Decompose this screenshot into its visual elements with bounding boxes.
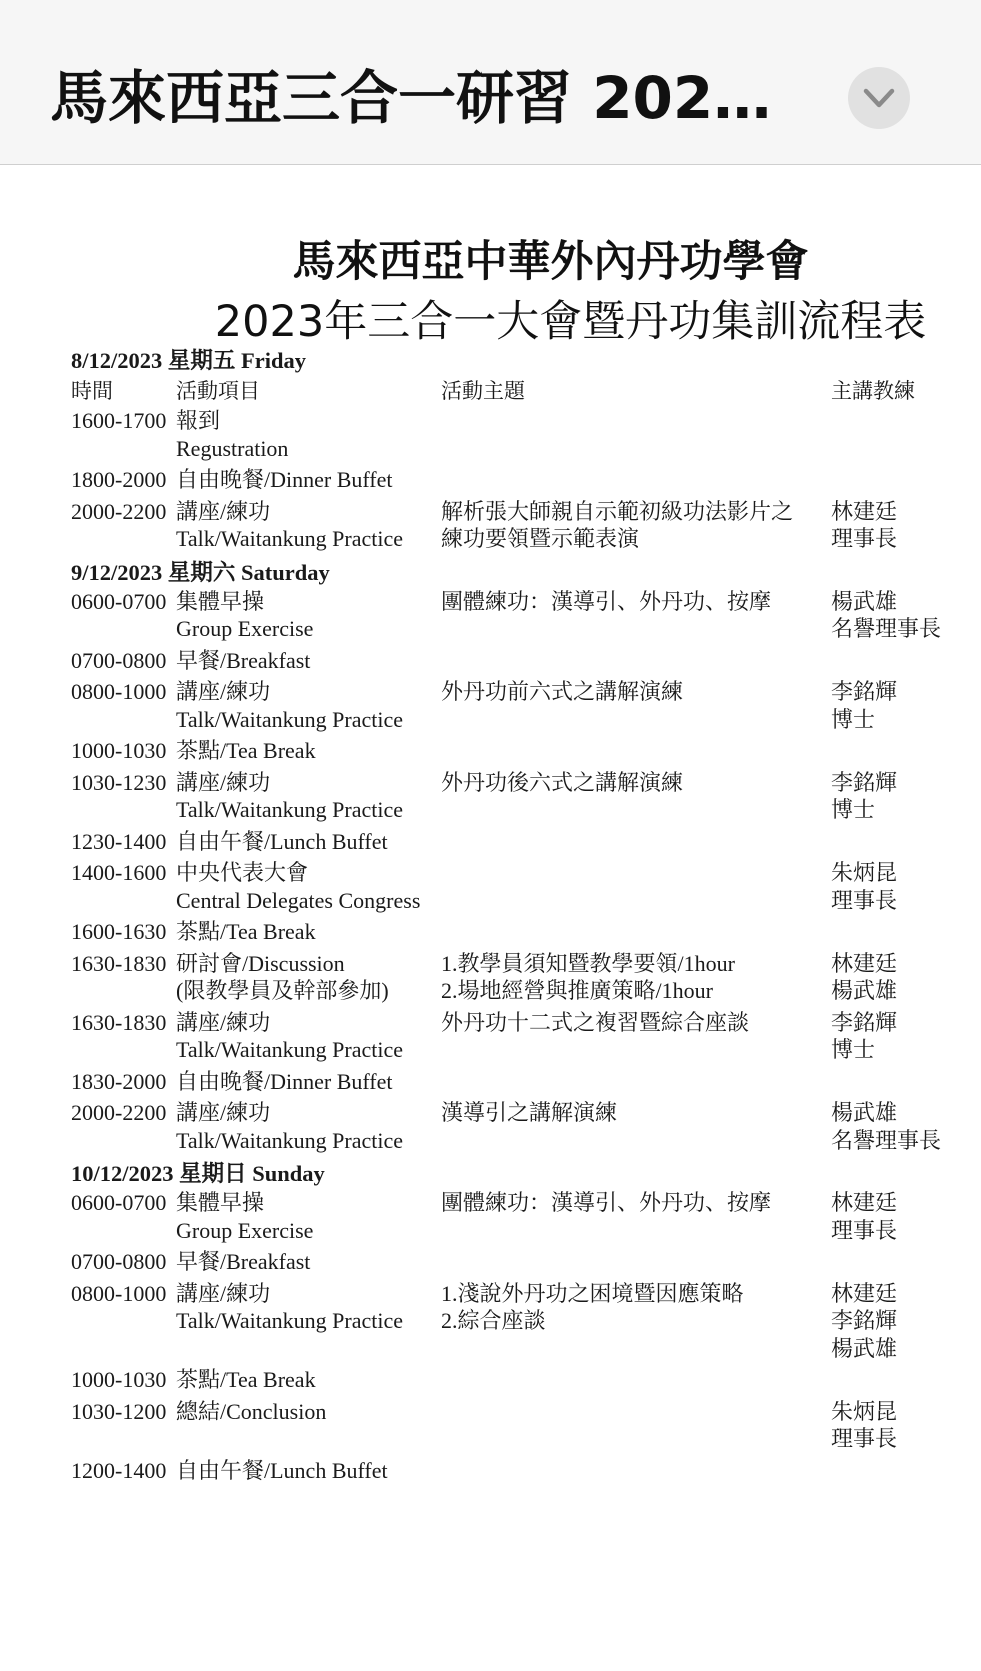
row-coach-line: 李銘輝 xyxy=(831,1009,898,1035)
row-activity-line: 報到 xyxy=(176,408,221,433)
row-activity-line: 講座/練功 xyxy=(176,769,271,795)
row-coach-line: 李銘輝 xyxy=(831,1308,898,1333)
row-coach-line: 博士 xyxy=(831,706,876,732)
row-topic xyxy=(441,1099,617,1127)
row-activity-line: Talk/Waitankung Practice xyxy=(176,706,403,732)
row-topic-line: 1.教學員須知暨教學要領/1hour xyxy=(441,950,735,976)
schedule-row xyxy=(71,1457,961,1485)
row-time: 0700-0800 xyxy=(71,647,167,673)
row-coach xyxy=(831,678,897,733)
row-activity xyxy=(176,588,313,643)
row-activity xyxy=(176,466,393,494)
row-topic-line: 漢導引之講解演練 xyxy=(441,1100,618,1125)
row-topic-line: 2.場地經營與推廣策略/1hour xyxy=(441,978,713,1003)
schedule-row xyxy=(71,466,961,494)
row-activity xyxy=(176,828,388,856)
row-coach-line: 理事長 xyxy=(831,887,898,913)
row-topic-line: 解析張大師親自示範初級功法影片之 xyxy=(441,498,794,524)
row-coach-line: 林建廷 xyxy=(831,950,898,976)
row-coach-line: 理事長 xyxy=(831,1426,898,1451)
row-activity-line: Talk/Waitankung Practice xyxy=(176,1308,403,1333)
schedule-table xyxy=(71,345,961,1488)
row-activity xyxy=(176,407,288,462)
row-coach-line: 林建廷 xyxy=(831,498,898,524)
row-topic xyxy=(441,498,793,553)
row-coach-line: 博士 xyxy=(831,797,876,822)
top-bar xyxy=(0,0,981,165)
row-activity xyxy=(176,918,316,946)
row-activity xyxy=(176,737,316,765)
row-time: 1230-1400 xyxy=(71,828,167,854)
row-time: 1630-1830 xyxy=(71,950,167,976)
row-time: 0800-1000 xyxy=(71,1280,167,1306)
row-activity-line: 自由晚餐/Dinner Buffet xyxy=(176,1068,393,1094)
row-topic-line: 團體練功：漢導引、外丹功、按摩 xyxy=(441,1190,772,1215)
row-time: 1030-1200 xyxy=(71,1398,167,1424)
column-header-activity: 活動項目 xyxy=(176,379,260,403)
row-topic xyxy=(441,588,771,616)
column-header-coach: 主講教練 xyxy=(831,379,915,403)
schedule-row xyxy=(71,1009,961,1064)
column-header-time: 時間 xyxy=(71,379,113,403)
row-coach-line: 朱炳昆 xyxy=(831,1398,898,1424)
organization-title: 馬來西亞中華外內丹功學會 xyxy=(292,237,809,287)
row-time: 0600-0700 xyxy=(71,588,167,614)
row-activity xyxy=(176,647,310,675)
row-time: 0600-0700 xyxy=(71,1190,167,1215)
row-activity xyxy=(176,1009,403,1064)
row-activity xyxy=(176,1457,388,1485)
row-topic-line: 外丹功前六式之講解演練 xyxy=(441,679,684,704)
row-topic-line: 外丹功十二式之複習暨綜合座談 xyxy=(441,1009,750,1035)
row-activity-line: 早餐/Breakfast xyxy=(176,647,311,673)
row-time: 1800-2000 xyxy=(71,467,167,492)
schedule-row xyxy=(71,498,961,553)
schedule-row xyxy=(71,1366,961,1394)
day-heading: 9/12/2023 星期六 Saturday xyxy=(71,559,330,585)
row-coach-line: 朱炳昆 xyxy=(831,860,898,885)
row-coach-line: 林建廷 xyxy=(831,1280,898,1306)
row-activity xyxy=(176,1398,326,1426)
row-activity-line: Talk/Waitankung Practice xyxy=(176,1127,403,1153)
schedule-row xyxy=(71,950,961,1005)
row-activity xyxy=(176,769,403,824)
row-coach xyxy=(831,950,897,1005)
row-topic xyxy=(441,1189,771,1217)
row-time: 1630-1830 xyxy=(71,1009,167,1035)
schedule-row xyxy=(71,918,961,946)
collapse-button[interactable] xyxy=(848,67,910,129)
row-time: 0800-1000 xyxy=(71,679,167,704)
row-activity-line: 講座/練功 xyxy=(176,1100,271,1125)
row-coach-line: 理事長 xyxy=(831,1217,898,1243)
day-heading: 10/12/2023 星期日 Sunday xyxy=(71,1161,325,1186)
schedule-subtitle: 2023年三合一大會暨丹功集訓流程表 xyxy=(214,297,927,347)
row-topic xyxy=(441,769,683,797)
schedule-row xyxy=(71,1099,961,1154)
chevron-down-icon xyxy=(863,86,895,110)
row-coach-line: 林建廷 xyxy=(831,1190,898,1215)
row-activity-line: 茶點/Tea Break xyxy=(176,738,316,763)
row-activity-line: Talk/Waitankung Practice xyxy=(176,526,403,551)
column-header-topic: 活動主題 xyxy=(441,379,525,403)
schedule-row xyxy=(71,1398,961,1453)
row-activity-line: 講座/練功 xyxy=(176,1280,271,1306)
row-coach-line: 楊武雄 xyxy=(831,1100,898,1125)
row-coach xyxy=(831,1099,941,1154)
row-coach xyxy=(831,1009,897,1064)
schedule-row xyxy=(71,407,961,462)
row-activity xyxy=(176,1280,403,1335)
row-time: 1030-1230 xyxy=(71,769,167,795)
row-activity xyxy=(176,498,403,553)
schedule-row xyxy=(71,1280,961,1363)
row-topic-line: 1.淺說外丹功之困境暨因應策略 xyxy=(441,1280,744,1306)
row-activity-line: Group Exercise xyxy=(176,1217,314,1243)
row-coach-line: 理事長 xyxy=(831,526,898,551)
row-topic xyxy=(441,1009,749,1037)
row-activity xyxy=(176,1189,313,1244)
row-coach-line: 楊武雄 xyxy=(831,1335,898,1361)
row-coach xyxy=(831,1398,897,1453)
schedule-row xyxy=(71,859,961,914)
row-activity-line: 集體早操 xyxy=(176,1190,265,1215)
row-activity-line: 講座/練功 xyxy=(176,679,271,704)
row-topic-line: 練功要領暨示範表演 xyxy=(441,526,640,551)
row-activity-line: Talk/Waitankung Practice xyxy=(176,1037,403,1062)
row-topic-line: 團體練功：漢導引、外丹功、按摩 xyxy=(441,588,772,614)
row-time: 1830-2000 xyxy=(71,1068,167,1094)
row-activity xyxy=(176,859,420,914)
schedule-row xyxy=(71,769,961,824)
row-activity-line: Central Delegates Congress xyxy=(176,887,421,913)
row-coach xyxy=(831,769,897,824)
row-time: 1000-1030 xyxy=(71,738,167,763)
row-coach-line: 李銘輝 xyxy=(831,679,898,704)
row-coach-line: 李銘輝 xyxy=(831,769,898,795)
schedule-row xyxy=(71,1068,961,1096)
row-time: 1000-1030 xyxy=(71,1367,167,1392)
row-coach-line: 名譽理事長 xyxy=(831,616,942,641)
row-topic-line: 2.綜合座談 xyxy=(441,1308,546,1333)
row-activity xyxy=(176,1366,316,1394)
row-activity-line: 自由午餐/Lunch Buffet xyxy=(176,828,388,854)
row-activity-line: 茶點/Tea Break xyxy=(176,1367,316,1392)
row-topic xyxy=(441,678,683,706)
row-time: 1600-1630 xyxy=(71,919,167,944)
row-activity-line: 自由午餐/Lunch Buffet xyxy=(176,1457,388,1483)
row-coach-line: 楊武雄 xyxy=(831,588,898,614)
row-activity-line: 茶點/Tea Break xyxy=(176,919,316,944)
schedule-row xyxy=(71,1248,961,1276)
row-activity xyxy=(176,950,389,1005)
row-time: 2000-2200 xyxy=(71,1100,167,1125)
row-activity-line: 講座/練功 xyxy=(176,498,271,524)
schedule-row xyxy=(71,678,961,733)
row-activity-line: 總結/Conclusion xyxy=(176,1398,327,1424)
row-activity-line: 講座/練功 xyxy=(176,1009,271,1035)
row-activity xyxy=(176,1248,310,1276)
row-time: 2000-2200 xyxy=(71,498,167,524)
document-title: 馬來西亞三合一研習 202… xyxy=(50,64,772,132)
row-coach xyxy=(831,1189,897,1244)
row-activity-line: (限教學員及幹部參加) xyxy=(176,978,389,1003)
row-time: 1200-1400 xyxy=(71,1457,167,1483)
row-time: 1600-1700 xyxy=(71,408,167,433)
row-activity-line: 早餐/Breakfast xyxy=(176,1249,311,1274)
row-coach xyxy=(831,498,897,553)
row-spacer xyxy=(71,1484,961,1488)
row-activity xyxy=(176,1068,393,1096)
row-activity-line: 自由晚餐/Dinner Buffet xyxy=(176,467,393,492)
row-coach-line: 名譽理事長 xyxy=(831,1127,942,1153)
row-activity-line: Talk/Waitankung Practice xyxy=(176,797,403,822)
row-activity-line: 集體早操 xyxy=(176,588,265,614)
row-activity xyxy=(176,1099,403,1154)
row-activity-line: Group Exercise xyxy=(176,616,314,641)
row-activity-line: 研討會/Discussion xyxy=(176,950,345,976)
schedule-row xyxy=(71,588,961,643)
column-header-row xyxy=(71,376,961,407)
day-heading: 8/12/2023 星期五 Friday xyxy=(71,348,306,373)
row-coach xyxy=(831,588,941,643)
row-activity-line: 中央代表大會 xyxy=(176,860,309,885)
row-coach-line: 博士 xyxy=(831,1037,876,1062)
schedule-row xyxy=(71,1189,961,1244)
row-coach-line: 楊武雄 xyxy=(831,978,898,1003)
row-activity-line: Regustration xyxy=(176,435,289,461)
schedule-row xyxy=(71,828,961,856)
row-activity xyxy=(176,678,403,733)
schedule-row xyxy=(71,737,961,765)
row-time: 1400-1600 xyxy=(71,860,167,885)
row-topic xyxy=(441,950,735,1005)
row-topic xyxy=(441,1280,744,1335)
row-coach xyxy=(831,859,897,914)
schedule-row xyxy=(71,647,961,675)
row-topic-line: 外丹功後六式之講解演練 xyxy=(441,769,684,795)
row-time: 0700-0800 xyxy=(71,1249,167,1274)
row-coach xyxy=(831,1280,897,1363)
